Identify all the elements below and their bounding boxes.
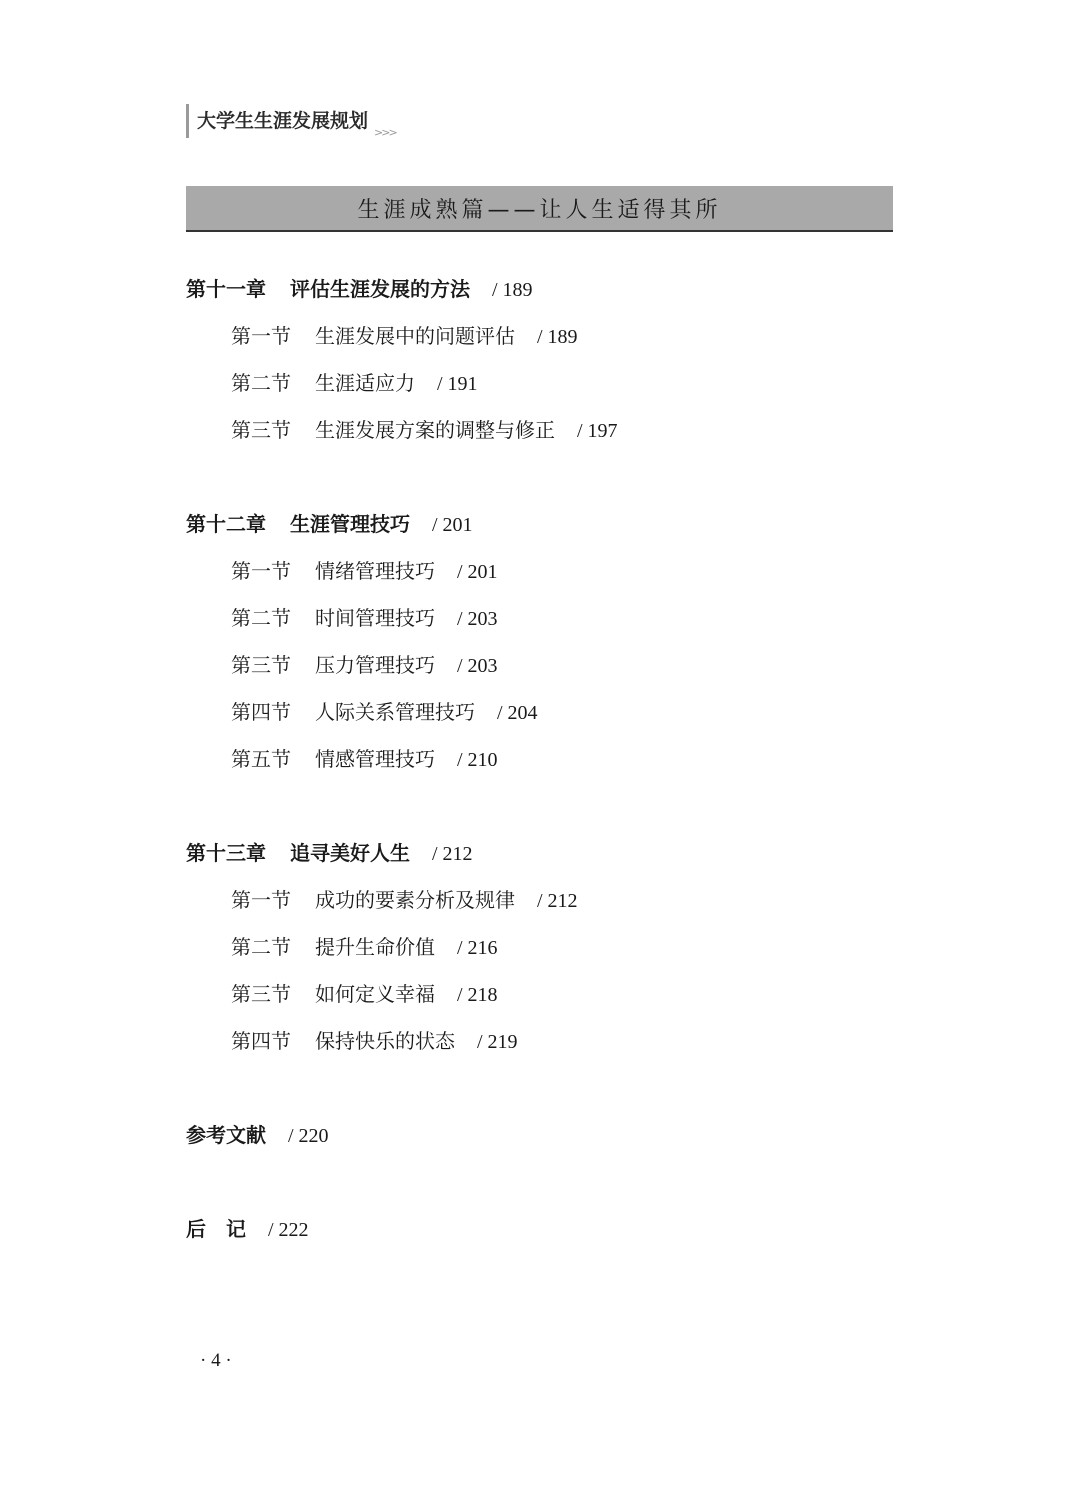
references-page: / 220 <box>288 1125 329 1147</box>
section-title: 成功的要素分析及规律 <box>315 888 515 912</box>
part-banner <box>186 186 893 232</box>
chapter-label: 第十一章 <box>186 277 266 301</box>
section-entry[interactable] <box>186 928 893 975</box>
section-label: 第一节 <box>231 888 291 912</box>
section-title: 情感管理技巧 <box>315 747 435 771</box>
section-page: / 204 <box>497 702 538 724</box>
section-page: / 197 <box>577 420 618 442</box>
section-title: 压力管理技巧 <box>315 653 435 677</box>
section-page: / 203 <box>457 655 498 677</box>
section-title: 时间管理技巧 <box>315 606 435 630</box>
section-title: 人际关系管理技巧 <box>315 700 475 724</box>
part-title: 生涯成熟篇——让人生适得其所 <box>357 197 722 223</box>
section-title: 生涯发展中的问题评估 <box>315 324 515 348</box>
section-title: 保持快乐的状态 <box>315 1029 455 1053</box>
section-label: 第四节 <box>231 1029 291 1053</box>
section-entry[interactable] <box>186 1022 893 1069</box>
chapter-13 <box>186 834 893 1069</box>
section-page: / 210 <box>457 749 498 771</box>
section-entry[interactable] <box>186 975 893 1022</box>
chapter-12 <box>186 505 893 787</box>
afterword-title: 后 记 <box>186 1217 246 1241</box>
page-number: · 4 · <box>200 1350 232 1371</box>
section-entry[interactable] <box>186 599 893 646</box>
section-entry[interactable] <box>186 693 893 740</box>
section-label: 第二节 <box>231 606 291 630</box>
table-of-contents <box>186 270 893 1257</box>
chapter-heading[interactable] <box>186 270 893 317</box>
section-label: 第五节 <box>231 747 291 771</box>
chapter-title: 生涯管理技巧 <box>290 512 410 536</box>
references-title: 参考文献 <box>186 1123 266 1147</box>
section-label: 第三节 <box>231 418 291 442</box>
section-title: 如何定义幸福 <box>315 982 435 1006</box>
section-page: / 219 <box>477 1031 518 1053</box>
section-label: 第一节 <box>231 324 291 348</box>
book-title: 大学生生涯发展规划 <box>197 110 369 132</box>
section-title: 生涯发展方案的调整与修正 <box>315 418 555 442</box>
chapter-heading[interactable] <box>186 505 893 552</box>
section-entry[interactable] <box>186 552 893 599</box>
section-page: / 212 <box>537 890 578 912</box>
section-entry[interactable] <box>186 411 893 458</box>
section-page: / 203 <box>457 608 498 630</box>
section-entry[interactable] <box>186 740 893 787</box>
section-label: 第一节 <box>231 559 291 583</box>
section-page: / 218 <box>457 984 498 1006</box>
chapter-page: / 201 <box>432 514 473 536</box>
section-title: 情绪管理技巧 <box>315 559 435 583</box>
chapter-page: / 212 <box>432 843 473 865</box>
chapter-11 <box>186 270 893 458</box>
section-page: / 191 <box>437 373 478 395</box>
section-label: 第二节 <box>231 371 291 395</box>
section-title: 提升生命价值 <box>315 935 435 959</box>
chapter-title: 评估生涯发展的方法 <box>290 277 470 301</box>
section-label: 第四节 <box>231 700 291 724</box>
section-entry[interactable] <box>186 364 893 411</box>
section-title: 生涯适应力 <box>315 371 415 395</box>
section-label: 第三节 <box>231 982 291 1006</box>
afterword-entry[interactable] <box>186 1210 893 1257</box>
section-entry[interactable] <box>186 317 893 364</box>
section-page: / 216 <box>457 937 498 959</box>
chapter-label: 第十三章 <box>186 841 266 865</box>
chevron-ornament-icon: >>> <box>374 126 396 139</box>
chapter-page: / 189 <box>492 279 533 301</box>
references-entry[interactable] <box>186 1116 893 1163</box>
running-header <box>186 104 396 138</box>
section-page: / 201 <box>457 561 498 583</box>
chapter-heading[interactable] <box>186 834 893 881</box>
section-entry[interactable] <box>186 646 893 693</box>
afterword-page: / 222 <box>268 1219 309 1241</box>
section-page: / 189 <box>537 326 578 348</box>
chapter-label: 第十二章 <box>186 512 266 536</box>
section-entry[interactable] <box>186 881 893 928</box>
section-label: 第二节 <box>231 935 291 959</box>
chapter-title: 追寻美好人生 <box>290 841 410 865</box>
section-label: 第三节 <box>231 653 291 677</box>
